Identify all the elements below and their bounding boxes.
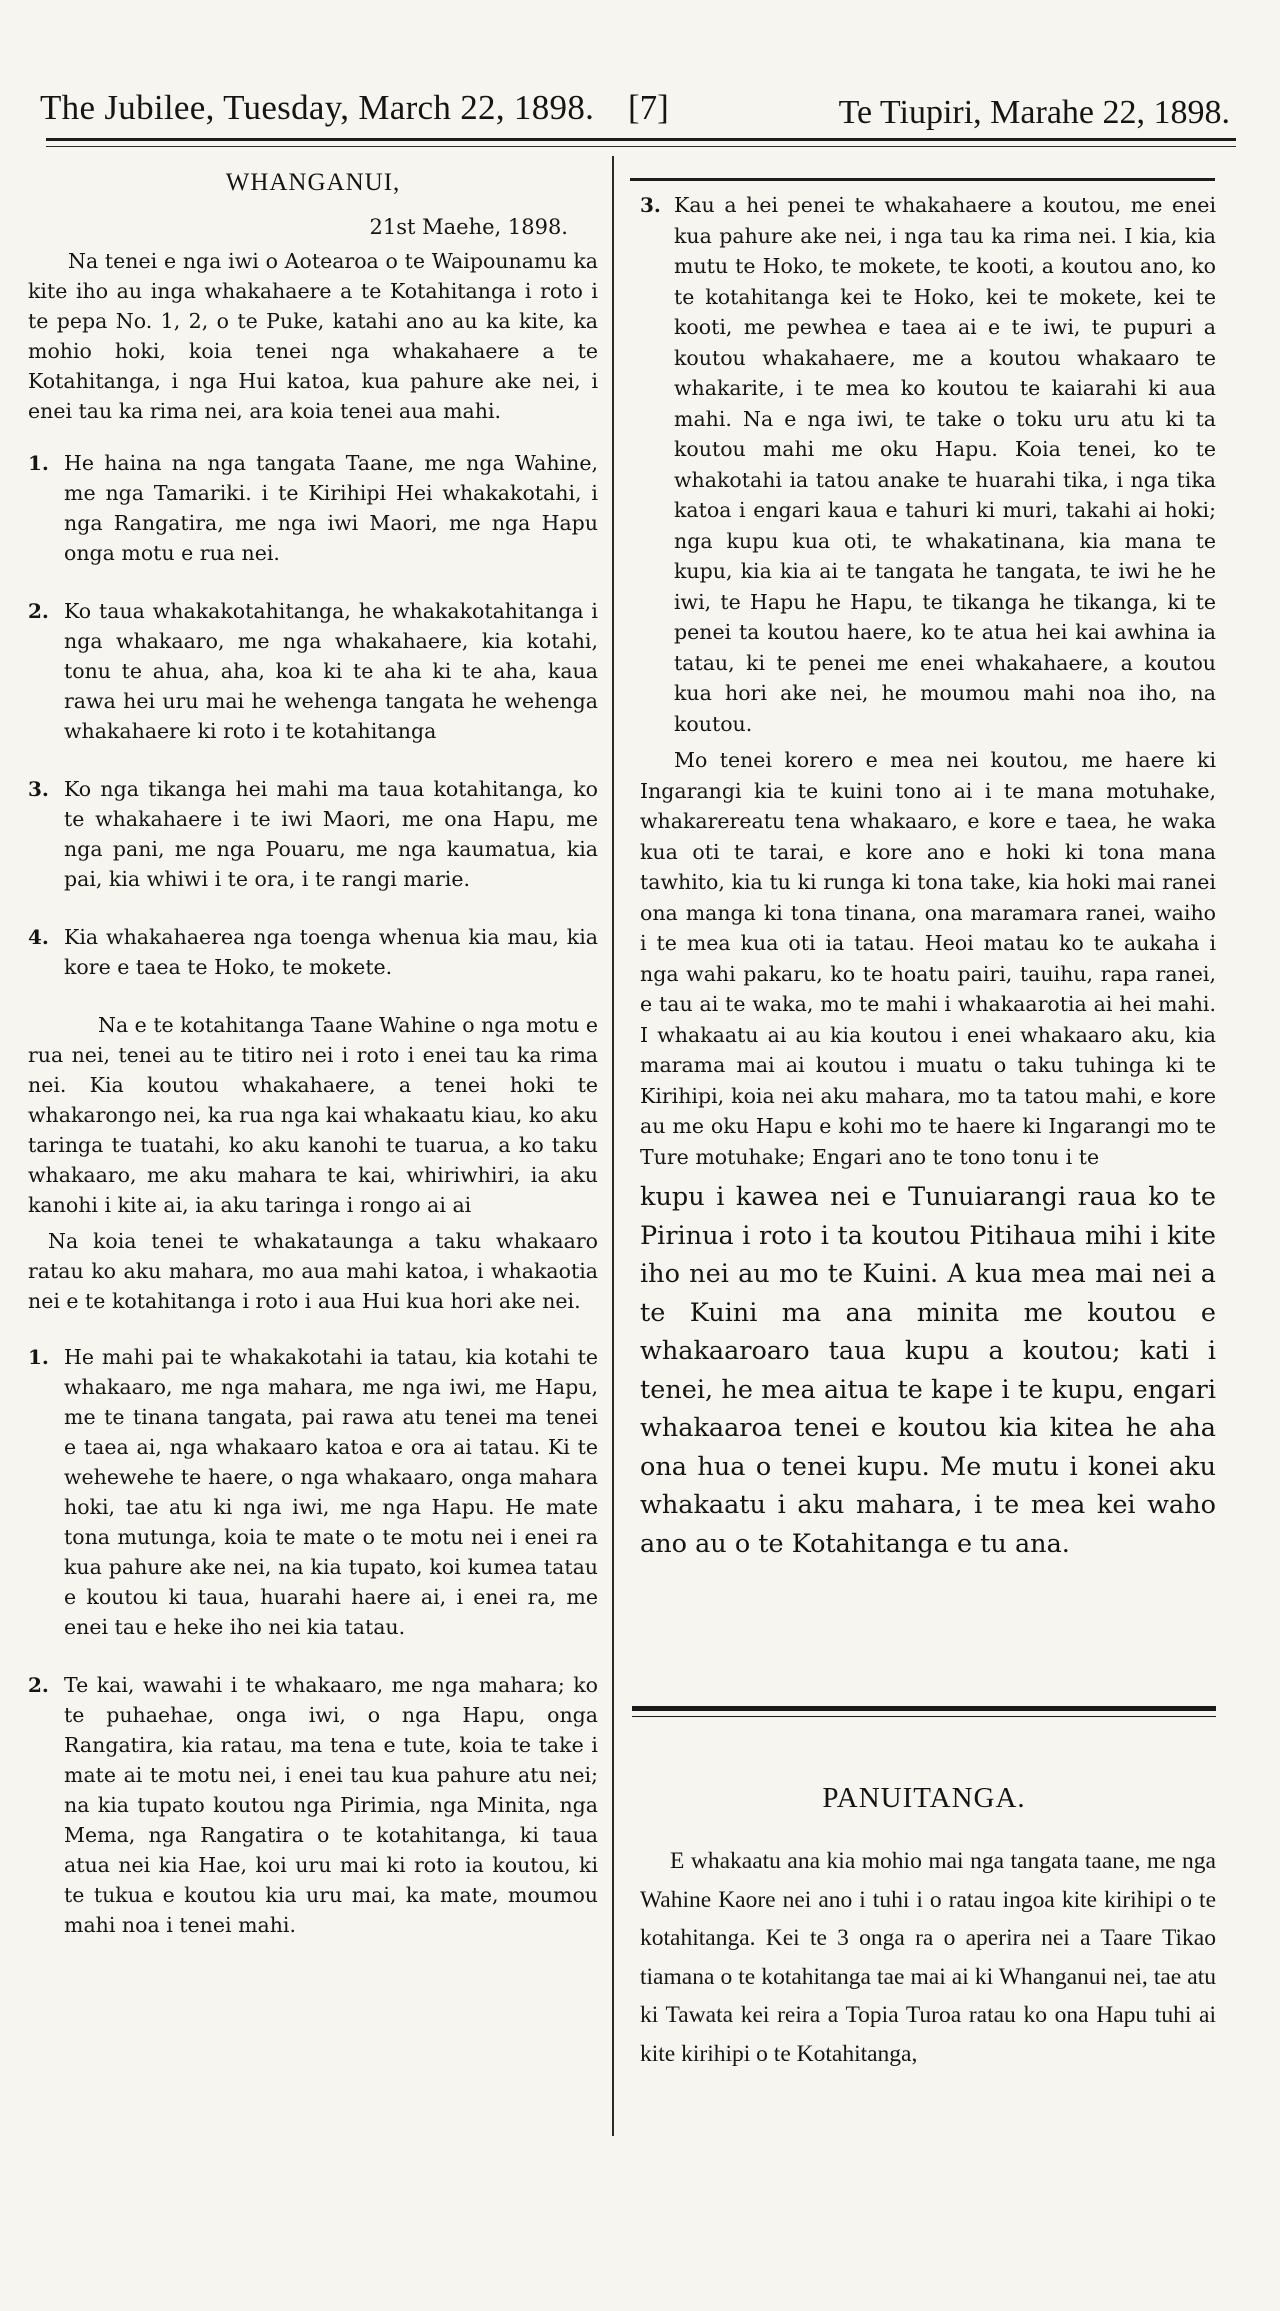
page-header xyxy=(40,74,1240,134)
item-text: Kau a hei penei te whakahaere a koutou, me enei kua pahure ake nei, i nga tau ka rima nei. I kia, kia mutu te Hoko, te mokete, te kooti, a koutou ano, ko te kotahitanga kei te Hoko, kei te mokete, kei te kooti, me pewhea e taea ai e te iwi, te pupuri a koutou whakahaere, me a koutou whakaaro te whakarite, i te mea ko koutou te kaiarahi ki aua mahi. Na e nga iwi, te take o toku uru atu ki ta koutou mahi me oku Hapu. Koia tenei, ko te whakotahi ia tatou anake te huarahi tika, i nga tika katoa i engari kaua e tahuri ki muri, takahi ai hoki; nga kupu kua oti, te whakatinana, kia mana te kupu, kia kia ai te tangata he tangata, te iwi he he iwi, te Hapu he Hapu, te tikanga he tikanga, ki te penei ta koutou haere, ko te atua hei kai awhina ia tatau, ki te penei me enei whakahaere, a koutou kua hori ake nei, he moumou mahi noa iho, na koutou. xyxy=(674,193,1216,736)
item-number: 4. xyxy=(28,925,49,949)
body-paragraph: Mo tenei korero e mea nei koutou, me haere ki Ingarangi kia te kuini tono ai i te mana motuhake, whakarereatu tena whakaaro, e kore e taea, he waka kua oti te tarai, e kore ano e hoki ki tona mana tawhito, kia tu ki runga ki tona take, kia hoki mai ranei ona manga ki tona tinana, ona maramara ranei, waiho i te mea kua oti ia tatau. Heoi matau ko te aukaha i nga wahi pakaru, ko te hoatu pairi, tauihu, rapa ranei, e tau ai te waka, mo te mahi i whakaarotia ai hei mahi. I whakaatu ai au kia koutou i enei whakaaro aku, kia marama mai ai koutou i muatu o taku tuhinga ki te Kirihipi, koia nei aku mahara, mo ta tatou mahi, e kore au me oku Hapu e kohi mo te haere ki Ingarangi mo te Ture motuhake; Engari ano te tono tonu i te xyxy=(640,748,1216,1169)
item-number: 2. xyxy=(28,1673,49,1697)
page-number: [7] xyxy=(628,88,669,127)
item-text: He haina na nga tangata Taane, me nga Wahine, me nga Tamariki. i te Kirihipi Hei whakakotahi, i nga Rangatira, me nga iwi Maori, me nga Hapu onga motu e rua nei. xyxy=(64,451,598,565)
right-column-top-rule xyxy=(630,178,1215,181)
right-column xyxy=(640,190,1216,1563)
notice-body: E whakaatu ana kia mohio mai nga tangata taane, me nga Wahine Kaore nei ano i tuhi i o ratau ingoa kite kirihipi o te kotahitanga. Kei te 3 onga ra o aperira nei a Taare Tikao tiamana o te kotahitanga tae mai ai ki Whanganui nei, tae atu ki Tawata kei reira a Topia Turoa ratau ko ona Hapu tuhi ai kite kirihipi o te Kotahitanga, xyxy=(640,1848,1216,2067)
numbered-item xyxy=(28,1670,598,1940)
numbered-item xyxy=(28,596,598,746)
numbered-item xyxy=(28,1342,598,1642)
header-rule-thin xyxy=(46,146,1236,147)
numbered-item xyxy=(28,448,598,568)
column-divider xyxy=(612,156,614,2136)
notice-title: PANUITANGA. xyxy=(822,1782,1026,1814)
left-column xyxy=(28,168,598,1968)
body-paragraph-large: kupu i kawea nei e Tunuiarangi raua ko te Pirinua i roto i ta koutou Pitihaua mihi i kite iho nei au mo te Kuini. A kua mea mai nei a te Kuini ma ana minita me koutou e whakaaroaro taua kupu a koutou; kati i tenei, he mea aitua te kape i te kupu, engari whakaaroa tenei e koutou kia kitea he aha ona hua o tenei kupu. Me mutu i konei aku whakaatu i aku mahara, i te mea kei waho ano au o te Kotahitanga e tu ana. xyxy=(640,1182,1216,1559)
item-text: Ko taua whakakotahitanga, he whakakotahitanga i nga whakaaro, me nga whakahaere, kia kotahi, tonu te ahua, aha, koa ki te aha ki te aha, kaua rawa hei uru mai he wehenga tangata he wehenga whakahaere ki roto i te kotahitanga xyxy=(64,599,598,743)
body-paragraph: Na koia tenei te whakataunga a taku whakaaro ratau ko aku mahara, mo aua mahi katoa, i whakaotia nei e te kotahitanga i roto i aua Hui kua hori ake nei. xyxy=(28,1229,598,1313)
body-paragraph: Na e te kotahitanga Taane Wahine o nga motu e rua nei, tenei au te titiro nei i roto i enei tau ka rima nei. Kia koutou whakahaere, a tenei hoki te whakarongo nei, ka rua nga kai whakaatu kiau, ko aku taringa te tuatahi, ko aku kanohi te tuarua, a ko taku whakaaro, me aku mahara te kai, whiriwhiri, ia aku kanohi i kite ai, ia aku taringa i rongo ai ai xyxy=(28,1013,599,1217)
item-text: Ko nga tikanga hei mahi ma taua kotahitanga, ko te whakahaere i te iwi Maori, me ona Hapu, me nga pani, me nga Pouaru, me nga kaumatua, kia pai, kia whiwi i te ora, i te rangi marie. xyxy=(64,777,598,891)
item-text: Te kai, wawahi i te whakaaro, me nga mahara; ko te puhaehae, onga iwi, o nga Hapu, onga Rangatira, kia ratau, ma tena e tute, koia te take i mate ai te motu nei, i enei tau kua pahure atu nei; na kia tupato koutou nga Pirimia, nga Minita, nga Mema, nga Rangatira o te kotahitanga, ki taua atua nei kia Hae, koi uru mai ki roto ia koutou, ki te tukua e koutou kia uru mai, ka mate, moumou mahi noa i tenei mahi. xyxy=(64,1673,598,1937)
letter-intro: Na tenei e nga iwi o Aotearoa o te Waipounamu ka kite iho au inga whakahaere a te Kotahitanga i roto i te pepa No. 1, 2, o te Puke, katahi ano au ka kite, ka mohio hoki, koia tenei nga whakahaere a te Kotahitanga, i nga Hui katoa, kua pahure ake nei, i enei tau ka rima nei, ara koia tenei aua mahi. xyxy=(28,249,598,423)
header-rule-thick xyxy=(46,138,1236,141)
item-number: 2. xyxy=(28,599,49,623)
item-number: 3. xyxy=(640,193,661,217)
numbered-item xyxy=(28,922,598,982)
item-text: He mahi pai te whakakotahi ia tatau, kia kotahi te whakaaro, me nga mahara, me nga iwi, me Hapu, me te tinana tangata, pai rawa atu tenei ma tenei e taea ai, nga whakaaro katoa e ora ai tatau. Ki te wehewehe te haere, o nga whakaaro, onga mahara hoki, tae atu ki nga iwi, me nga Hapu. He mate tona mutunga, koia te mate o te motu nei i enei ra kua pahure ake nei, na kia tupato, koi kumea tatau e koutou ki taua, huarahi haere ai, i enei ra, me enei tau e heke iho nei kia tatau. xyxy=(64,1345,598,1639)
section-rule-thick xyxy=(632,1706,1216,1711)
letter-title: WHANGANUI, xyxy=(225,169,401,196)
header-right-title: Te Tiupiri, Marahe 22, 1898. xyxy=(838,94,1230,131)
numbered-item xyxy=(28,774,598,894)
item-number: 1. xyxy=(28,451,49,475)
section-rule-thin xyxy=(632,1716,1216,1717)
item-number: 3. xyxy=(28,777,49,801)
numbered-item xyxy=(640,190,1216,739)
item-number: 1. xyxy=(28,1345,49,1369)
letter-date: 21st Maehe, 1898. xyxy=(369,215,568,239)
header-left-title: The Jubilee, Tuesday, March 22, 1898. xyxy=(40,88,595,127)
item-text: Kia whakahaerea nga toenga whenua kia mau, kia kore e taea te Hoko, te mokete. xyxy=(64,925,598,979)
